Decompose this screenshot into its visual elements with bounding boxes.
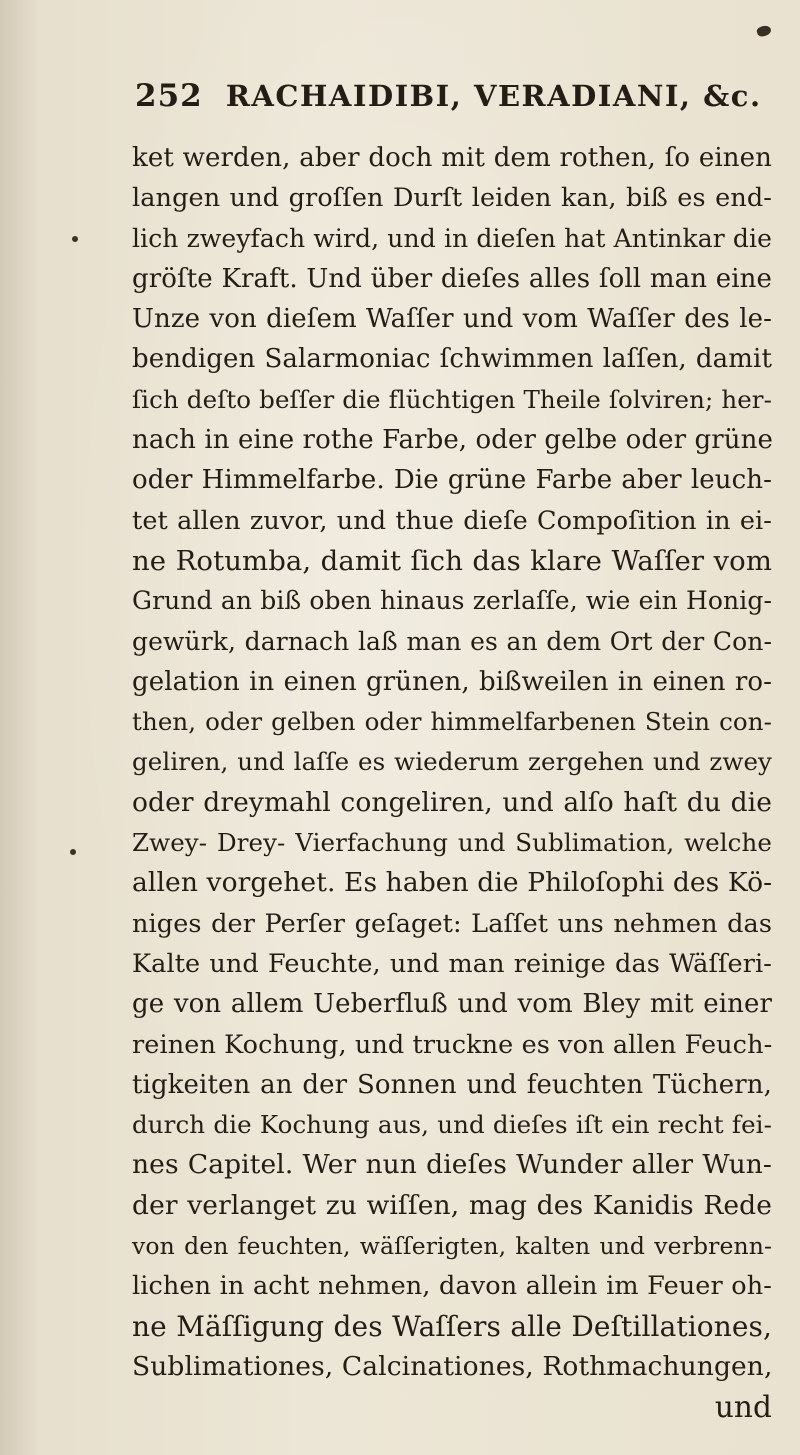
running-title: RACHAIDIBI, VERADIANI, &c. bbox=[225, 79, 762, 113]
text-line: Kalte und Feuchte, und man reinige das Wäſſeri- bbox=[132, 948, 772, 979]
text-line: Grund an biß oben hinaus zerlaſſe, wie ein Honig- bbox=[132, 586, 772, 616]
text-line: der verlanget zu wiſſen, mag des Kanidis Rede bbox=[132, 1189, 772, 1221]
text-line: nes Capitel. Wer nun dieſes Wunder aller Wun- bbox=[132, 1149, 772, 1181]
text-line: reinen Kochung, und truckne es von allen Feuch- bbox=[132, 1029, 773, 1060]
text-line: bendigen Salarmoniac ſchwimmen laſſen, damit bbox=[132, 344, 772, 375]
text-line: ket werden, aber doch mit dem rothen, ſo einen bbox=[132, 143, 772, 173]
body-text bbox=[132, 138, 772, 1428]
page-gutter-shadow bbox=[0, 0, 40, 1455]
text-line: ge von allem Ueberfluß und vom Bley mit einer bbox=[132, 989, 772, 1020]
text-line: gelation in einen grünen, bißweilen in einen ro- bbox=[132, 666, 772, 697]
text-line: gewürk, darnach laß man es an dem Ort der Con- bbox=[132, 626, 772, 656]
text-line: Zwey- Drey- Vierfachung und Sublimation, welche bbox=[132, 828, 772, 858]
text-line: ſich deſto beſſer die flüchtigen Theile ſolviren; her- bbox=[132, 384, 772, 414]
text-line: von den feuchten, wäſſerigten, kalten und verbrenn- bbox=[132, 1232, 772, 1261]
text-line: Sublimationes, Calcinationes, Rothmachungen, bbox=[132, 1350, 773, 1382]
text-line: allen vorgehet. Es haben die Philoſophi des Kö- bbox=[132, 867, 773, 899]
ink-blot-mark bbox=[756, 24, 773, 38]
text-line: then, oder gelben oder himmelfarbenen Stein con- bbox=[132, 707, 772, 737]
text-line: nach in eine rothe Farbe, oder gelbe oder grüne bbox=[132, 425, 773, 456]
text-line: gröſte Kraft. Und über dieſes alles ſoll man eine bbox=[132, 263, 772, 294]
text-line: Unze von dieſem Waſſer und vom Waſſer des le- bbox=[132, 304, 772, 335]
text-line: oder Himmelfarbe. Die grüne Farbe aber leuch- bbox=[132, 465, 772, 496]
text-line: lich zweyfach wird, und in dieſen hat Antinkar die bbox=[132, 223, 772, 253]
catchword: und bbox=[714, 1390, 772, 1425]
text-line: geliren, und laſſe es wiederum zergehen und zwey bbox=[132, 747, 772, 777]
text-line: durch die Kochung aus, und dieſes iſt ein recht fei- bbox=[132, 1110, 772, 1140]
page-header bbox=[135, 78, 775, 128]
text-line: tet allen zuvor, und thue dieſe Compoſition in ei- bbox=[132, 505, 772, 536]
text-line: tigkeiten an der Sonnen und feuchten Tüchern, bbox=[132, 1069, 772, 1100]
text-line: lichen in acht nehmen, davon allein im Feuer oh- bbox=[132, 1271, 772, 1302]
margin-ink-dot bbox=[72, 236, 78, 242]
margin-ink-dot bbox=[70, 849, 76, 855]
text-line: ne Mäſſigung des Waſſers alle Deſtillationes, bbox=[132, 1309, 772, 1343]
text-line: ne Rotumba, damit ſich das klare Waſſer vom bbox=[132, 544, 772, 577]
page-number: 252 bbox=[135, 78, 203, 114]
text-line: oder dreymahl congeliren, und alſo haſt du die bbox=[132, 786, 772, 818]
text-line: langen und groſſen Durſt leiden kan, biß es end- bbox=[132, 183, 772, 214]
text-line: niges der Perſer geſaget: Laſſet uns nehmen das bbox=[132, 908, 772, 939]
